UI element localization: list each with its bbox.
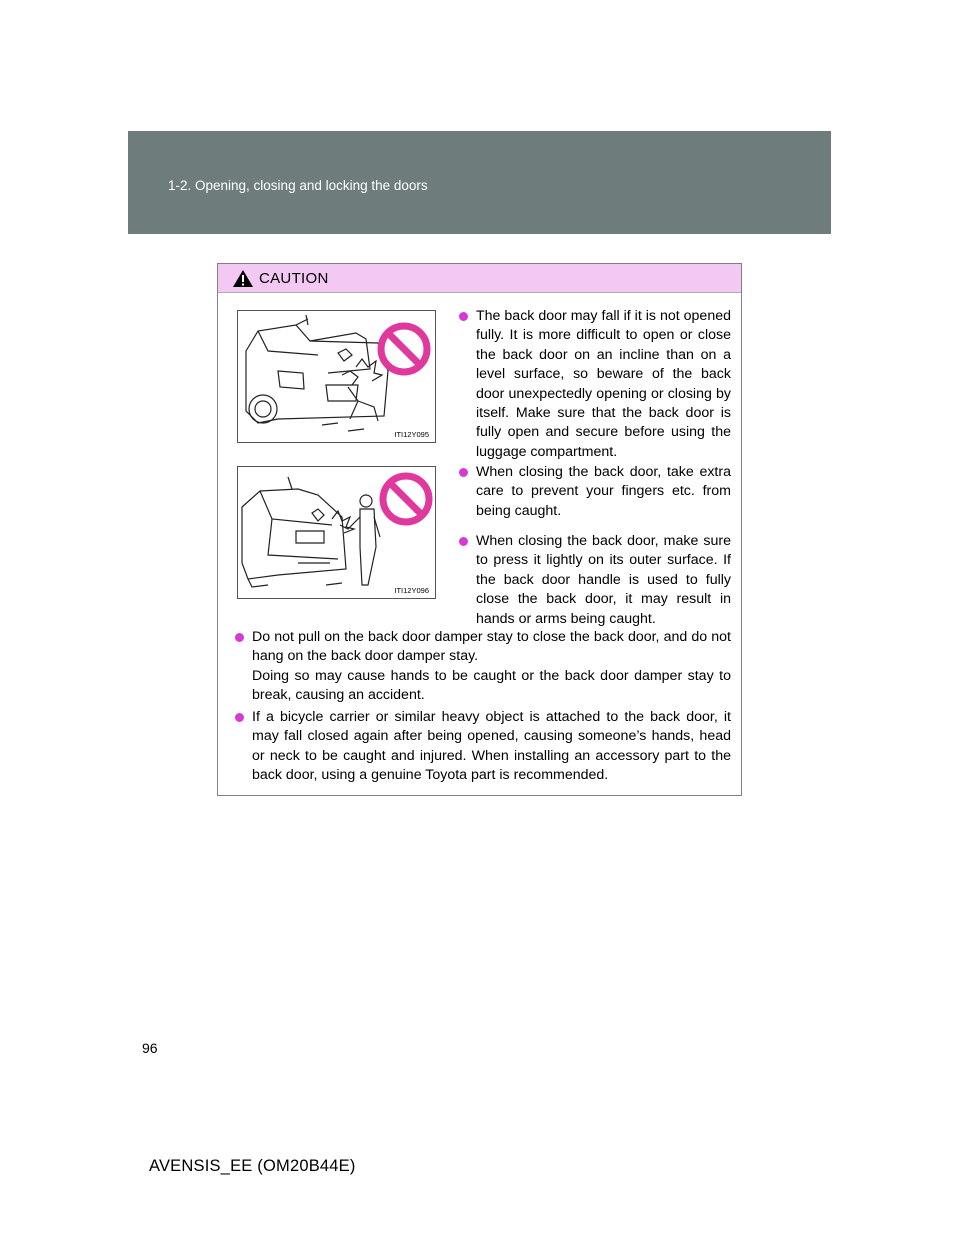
caution-header — [218, 264, 741, 293]
caution-bullet: Do not pull on the back door damper stay to close the back door, and do not hang on the back door damper stay. Doing so may cause hands to be caught or the back door damper stay to break, causing an accident. — [235, 628, 731, 706]
bullet-dot — [235, 713, 244, 722]
warning-triangle-icon — [232, 269, 254, 288]
figure-person-closing-back-door — [237, 466, 436, 599]
caution-bullet: If a bicycle carrier or similar heavy object is attached to the back door, it may fall closed again after being opened, causing someone’s hands, head or neck to be caught and injured. When installing an accessory part to the back door, using a genuine Toyota part is recommended. — [235, 708, 731, 786]
section-header-band — [128, 131, 831, 234]
caution-box — [217, 263, 742, 796]
bullet-dot — [459, 537, 468, 546]
car-back-door-falling-illustration — [238, 311, 436, 443]
bullet-dot — [459, 468, 468, 477]
bullet-dot — [459, 312, 468, 321]
caution-bullet: When closing the back door, take extra care to prevent your fingers etc. from being caught. — [459, 463, 731, 521]
prohibition-icon-2 — [383, 476, 429, 522]
caution-bullet: The back door may fall if it is not opened fully. It is more difficult to open or close the back door on an incline than on a level surface, so beware of the back door unexpectedly opening or closing by itself. Make sure that the back door is fully open and secure before using the luggage compartment. — [459, 307, 731, 462]
figure-code: ITI12Y095 — [394, 430, 429, 439]
prohibition-icon-1 — [381, 326, 427, 372]
caution-label: CAUTION — [259, 270, 329, 287]
section-title: 1-2. Opening, closing and locking the doors — [168, 178, 428, 193]
caution-bullet-continuation: Doing so may cause hands to be caught or the back door damper stay to break, causing an accident. — [252, 667, 731, 704]
car-back-door-closing-illustration — [238, 467, 436, 599]
figure-code: ITI12Y096 — [394, 586, 429, 595]
manual-id: AVENSIS_EE (OM20B44E) — [149, 1157, 356, 1175]
page-number: 96 — [142, 1040, 158, 1056]
figure-person-under-back-door — [237, 310, 436, 443]
bullet-dot — [235, 633, 244, 642]
caution-bullet: When closing the back door, make sure to press it lightly on its outer surface. If the back door handle is used to fully close the back door, it may result in hands or arms being caught. — [459, 532, 731, 629]
